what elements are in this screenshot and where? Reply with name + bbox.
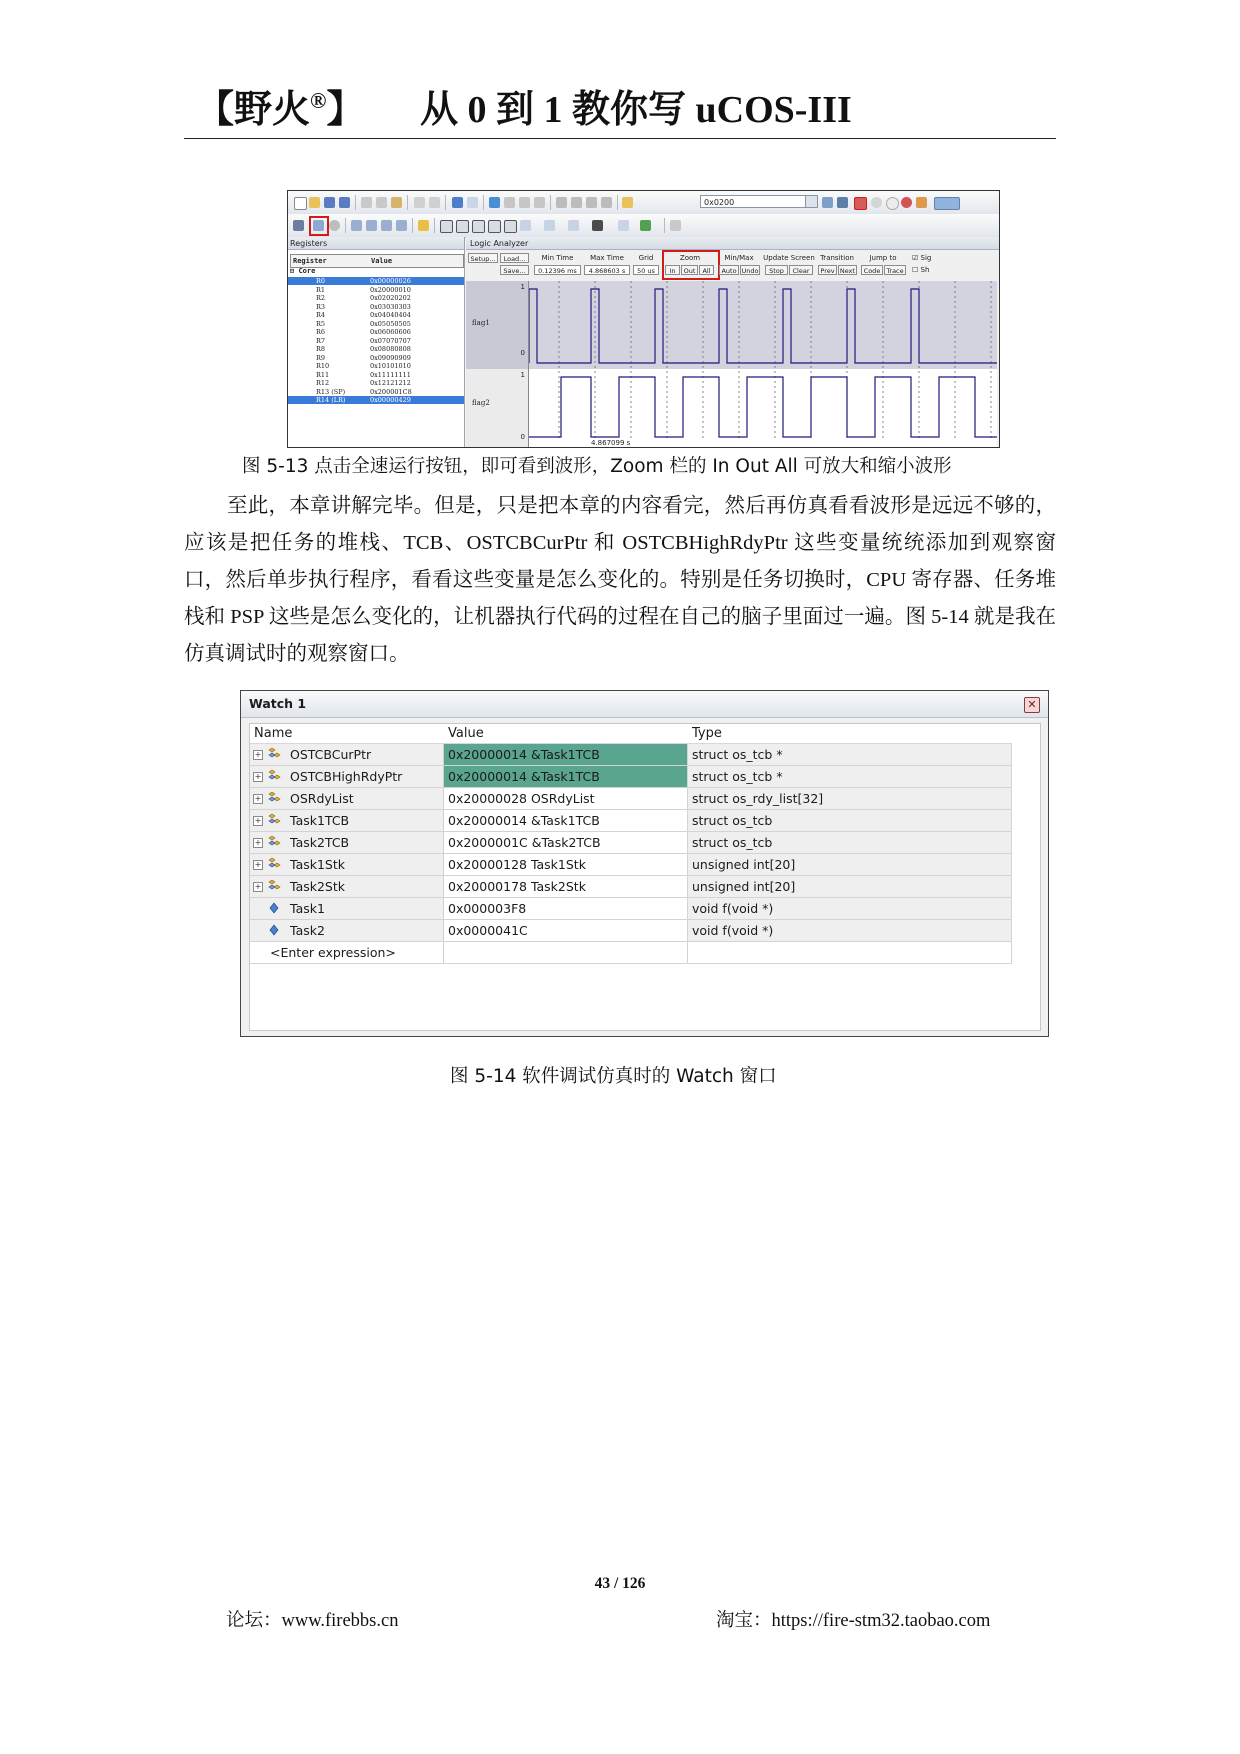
waveform-display[interactable] <box>529 281 997 447</box>
footer-shop-link[interactable]: 淘宝：https://fire-stm32.taobao.com <box>716 1611 991 1631</box>
register-row[interactable] <box>288 379 464 387</box>
header-brand <box>196 86 364 134</box>
flag2-signal-name: flag2 <box>472 399 490 407</box>
register-value: 0x20000010 <box>370 285 411 294</box>
max-time-value: 4.868603 s <box>584 265 630 275</box>
step-out-icon[interactable] <box>381 220 392 231</box>
register-value: 0x07070707 <box>370 336 411 345</box>
incremental-find-icon[interactable] <box>837 197 848 208</box>
register-value: 0x08080808 <box>370 345 411 353</box>
registered-mark: ® <box>310 88 327 113</box>
register-row[interactable] <box>288 337 464 345</box>
code-button[interactable]: Code <box>861 265 883 275</box>
toolbar-separator <box>483 195 484 210</box>
register-row[interactable] <box>288 328 464 336</box>
register-name: R12 <box>316 379 330 387</box>
watch-row[interactable] <box>250 920 1012 942</box>
struct-variable-icon <box>267 835 281 849</box>
watch-row[interactable] <box>250 854 1012 876</box>
watch-row[interactable] <box>250 766 1012 788</box>
expand-icon[interactable]: + <box>254 860 262 869</box>
type-column-header[interactable]: Type <box>688 724 1012 744</box>
flag1-waveform <box>529 289 997 363</box>
breakpoint-icon[interactable] <box>871 197 882 208</box>
bookmark-icon[interactable] <box>489 197 500 208</box>
bookmark-clear-icon[interactable] <box>534 197 545 208</box>
step-into-icon[interactable] <box>351 220 362 231</box>
settings-icon[interactable] <box>916 197 927 208</box>
expand-icon[interactable]: + <box>254 816 262 825</box>
expand-icon[interactable]: + <box>254 750 262 759</box>
name-column-header[interactable]: Name <box>250 724 444 744</box>
function-variable-icon <box>267 901 281 915</box>
breakpoint-disable-icon[interactable] <box>886 197 899 210</box>
watch-type-cell: void f(void *) <box>688 920 1012 942</box>
watch-value-cell[interactable]: 0x20000014 &Task1TCB <box>444 766 688 788</box>
watch-row[interactable] <box>250 788 1012 810</box>
debug-session-icon[interactable] <box>854 197 867 210</box>
watch-type-cell: unsigned int[20] <box>688 876 1012 898</box>
register-row[interactable] <box>288 345 464 353</box>
register-name: R4 <box>316 311 326 319</box>
command-window-icon[interactable] <box>440 220 453 233</box>
undo-button[interactable]: Undo <box>741 267 759 275</box>
flag1-low-tick: 0 <box>520 349 525 357</box>
chevron-down-icon[interactable] <box>805 196 817 207</box>
min-time-label: Min Time <box>541 254 574 262</box>
find-icon[interactable] <box>822 197 833 208</box>
watch-grid <box>249 723 1041 1031</box>
zoom-all-button[interactable]: All <box>699 265 714 275</box>
trace-button[interactable]: Trace <box>884 265 906 275</box>
zoom-highlight <box>662 250 720 280</box>
footer-forum-link[interactable]: 论坛：www.firebbs.cn <box>226 1611 399 1631</box>
register-value: 0x05050505 <box>370 319 411 328</box>
watch-name-cell[interactable] <box>250 810 444 832</box>
struct-variable-icon <box>267 813 281 827</box>
flag1-high-tick: 1 <box>520 283 525 291</box>
flag2-low-tick: 0 <box>520 433 525 441</box>
register-row[interactable] <box>288 354 464 362</box>
toolbar-separator <box>434 218 435 233</box>
watch-type-cell: struct os_tcb <box>688 832 1012 854</box>
watch-title-bar <box>241 691 1048 718</box>
register-row[interactable] <box>288 311 464 319</box>
watch-variable-name: Task2 <box>290 923 325 938</box>
toolbar-separator <box>345 218 346 233</box>
register-value: 0x03030303 <box>370 302 411 311</box>
watch-name-cell[interactable] <box>250 788 444 810</box>
register-name: R2 <box>316 294 326 302</box>
watch-name-cell[interactable] <box>250 766 444 788</box>
find-in-files-icon[interactable] <box>622 197 633 208</box>
watch-value-cell[interactable]: 0x20000178 Task2Stk <box>444 876 688 898</box>
watch-name-cell[interactable] <box>250 854 444 876</box>
expand-icon[interactable]: + <box>254 838 262 847</box>
page-number: 43 / 126 <box>594 1575 646 1592</box>
core-group-label: Core <box>298 267 316 275</box>
show-next-statement-icon[interactable] <box>418 220 429 231</box>
flag2-high-tick: 1 <box>520 371 525 379</box>
next-button[interactable]: Next <box>839 267 856 275</box>
watch-window-icon[interactable] <box>520 220 531 231</box>
collapse-icon[interactable]: ⊟ <box>290 267 299 275</box>
toolbox-icon[interactable] <box>670 220 681 231</box>
zoom-in-button[interactable]: In <box>665 265 680 275</box>
undo-icon[interactable] <box>414 197 425 208</box>
clear-button[interactable]: Clear <box>789 265 813 275</box>
register-row[interactable] <box>288 286 464 294</box>
new-file-icon[interactable] <box>294 197 307 210</box>
register-value: 0x11111111 <box>370 370 411 379</box>
uncomment-icon[interactable] <box>601 197 612 208</box>
watch-row[interactable] <box>250 832 1012 854</box>
logic-analyzer-title: Logic Analyzer <box>466 237 999 250</box>
toolbar-separator <box>355 195 356 210</box>
save-button[interactable]: Save... <box>500 265 529 275</box>
function-variable-icon <box>267 923 281 937</box>
disassembly-window-icon[interactable] <box>456 220 469 233</box>
struct-variable-icon <box>267 791 281 805</box>
debug-toolbar <box>288 214 999 238</box>
register-row[interactable] <box>288 303 464 311</box>
register-row[interactable] <box>288 277 464 285</box>
register-column-header: Register <box>293 257 327 265</box>
expand-icon[interactable]: + <box>254 882 262 891</box>
min-time-value: 0.12396 ms <box>534 265 581 275</box>
register-row[interactable] <box>288 362 464 370</box>
brand-close: 】 <box>326 89 365 131</box>
prev-button[interactable]: Prev <box>818 265 837 275</box>
watch-type-cell: unsigned int[20] <box>688 854 1012 876</box>
watch-variable-name: Task1 <box>290 901 325 916</box>
run-button-highlight <box>309 216 329 236</box>
watch-row[interactable] <box>250 898 1012 920</box>
show-cycles-label: Sh <box>920 266 930 274</box>
watch-value-cell[interactable]: 0x20000014 &Task1TCB <box>444 744 688 766</box>
watch-type-cell: struct os_rdy_list[32] <box>688 788 1012 810</box>
brand-text: 【野火 <box>196 89 311 131</box>
register-value: 0x00000026 <box>370 277 411 285</box>
call-stack-window-icon[interactable] <box>504 220 517 233</box>
load-button[interactable]: Load... <box>500 253 529 263</box>
register-row[interactable] <box>288 294 464 302</box>
watch-value-cell[interactable]: 0x20000128 Task1Stk <box>444 854 688 876</box>
watch-value-cell[interactable]: 0x20000028 OSRdyList <box>444 788 688 810</box>
register-name: R9 <box>316 353 326 362</box>
system-viewer-icon[interactable] <box>640 220 651 231</box>
register-value: 0x200001C8 <box>370 387 412 396</box>
register-name: R7 <box>316 336 326 345</box>
page-header <box>184 86 1056 139</box>
stop-button[interactable]: Stop <box>765 265 788 275</box>
watch-variable-name: OSTCBCurPtr <box>290 747 372 762</box>
watch-name-cell[interactable] <box>250 744 444 766</box>
toolbar-separator <box>550 195 551 210</box>
toolbar-separator <box>412 218 413 233</box>
redo-icon[interactable] <box>429 197 440 208</box>
register-name: R6 <box>316 328 326 336</box>
value-column-header[interactable]: Value <box>444 724 688 744</box>
registers-header <box>290 254 464 268</box>
watch-variable-name: Task2Stk <box>290 879 346 894</box>
register-name: R13 (SP) <box>316 387 346 396</box>
stop-icon[interactable] <box>329 220 340 231</box>
register-name: R10 <box>316 362 330 370</box>
register-row[interactable] <box>288 396 464 404</box>
open-folder-icon[interactable] <box>309 197 320 208</box>
main-toolbar <box>288 191 999 215</box>
flag2-signal-label-area <box>466 369 529 447</box>
struct-variable-icon <box>267 769 281 783</box>
trace-window-icon[interactable] <box>618 220 629 231</box>
address-combo[interactable]: 0x0200 <box>700 195 818 208</box>
expand-icon[interactable]: + <box>254 772 262 781</box>
zoom-label: Zoom <box>679 254 701 262</box>
struct-variable-icon <box>267 879 281 893</box>
transition-label: Transition <box>820 254 854 262</box>
indent-icon[interactable] <box>556 197 567 208</box>
register-name: R14 (LR) <box>316 396 346 404</box>
watch-window <box>240 690 1049 1037</box>
register-value: 0x12121212 <box>370 379 411 387</box>
toolbar-separator <box>664 218 665 233</box>
watch-variable-name: Task1TCB <box>290 813 350 828</box>
watch-type-cell: struct os_tcb <box>688 810 1012 832</box>
register-row[interactable] <box>288 371 464 379</box>
watch-value-cell[interactable]: 0x20000014 &Task1TCB <box>444 810 688 832</box>
toolbar-separator <box>407 195 408 210</box>
watch-variable-name: <Enter expression> <box>270 945 396 960</box>
watch-variable-name: Task2TCB <box>290 835 350 850</box>
setup-button[interactable]: Setup... <box>468 253 498 263</box>
body-paragraph: 至此，本章讲解完毕。但是，只是把本章的内容看完，然后再仿真看看波形是远远不够的，应该是把任务的堆栈、TCB、OSTCBCurPtr 和 OSTCBHighRdyPtr 这些变量统统添加到观察窗口，然后单步执行程序，看看这些变量是怎么变化的。特别是任务切换时，CPU 寄存器、任务堆栈和 PSP 这些是怎么变化的，让机器执行代码的过程在自己的脑子里面过一遍。图 5-14 就是我在仿真调试时的观察窗口。 <box>184 495 1056 665</box>
register-value: 0x06060606 <box>370 328 411 336</box>
register-name: R5 <box>316 319 326 328</box>
watch-name-cell[interactable] <box>250 832 444 854</box>
analysis-window-icon[interactable] <box>592 220 603 231</box>
max-time-label: Max Time <box>590 254 624 262</box>
watch-variable-name: OSTCBHighRdyPtr <box>290 769 403 784</box>
jump-to-label: Jump to <box>869 254 897 262</box>
comment-icon[interactable] <box>586 197 597 208</box>
registers-pane <box>288 237 465 447</box>
registers-pane-title: Registers <box>288 237 464 250</box>
grid-label: Grid <box>638 254 654 262</box>
watch-variable-name: OSRdyList <box>290 791 354 806</box>
watch-name-cell[interactable] <box>250 898 444 920</box>
toolbar-separator <box>445 195 446 210</box>
watch-row[interactable] <box>250 876 1012 898</box>
watch-type-cell: struct os_tcb * <box>688 744 1012 766</box>
watch-type-cell: struct os_tcb * <box>688 766 1012 788</box>
serial-window-icon[interactable] <box>568 220 579 231</box>
watch-value-cell[interactable]: 0x000003F8 <box>444 898 688 920</box>
register-value: 0x09090909 <box>370 353 411 362</box>
paste-icon[interactable] <box>391 197 402 208</box>
watch-row[interactable] <box>250 810 1012 832</box>
core-group[interactable] <box>290 267 315 275</box>
update-screen-label: Update Screen <box>763 254 815 262</box>
register-value: 0x10101010 <box>370 362 411 370</box>
watch-name-cell[interactable] <box>250 876 444 898</box>
auto-button[interactable]: Auto <box>719 265 739 275</box>
signal-info-checkbox[interactable]: ☑ Sig <box>912 254 932 262</box>
watch-name-cell[interactable] <box>250 920 444 942</box>
bookmark-next-icon[interactable] <box>519 197 530 208</box>
logic-analyzer-pane <box>466 237 999 447</box>
register-name: R0 <box>316 277 326 285</box>
cut-icon[interactable] <box>361 197 372 208</box>
register-name: R1 <box>316 285 326 294</box>
flag1-signal-name: flag1 <box>472 319 490 327</box>
register-row[interactable] <box>288 388 464 396</box>
watch-type-cell <box>688 942 1012 964</box>
register-value: 0x02020202 <box>370 294 411 302</box>
register-row[interactable] <box>288 320 464 328</box>
watch-variable-name: Task1Stk <box>290 857 346 872</box>
book-title: 从 0 到 1 教你写 uCOS-III <box>420 89 852 131</box>
breakpoint-kill-icon[interactable] <box>901 197 912 208</box>
zoom-out-button[interactable]: Out <box>681 265 698 275</box>
run-to-cursor-icon[interactable] <box>396 220 407 231</box>
memory-window-icon[interactable] <box>544 220 555 231</box>
expand-icon[interactable]: + <box>254 794 262 803</box>
ide-screenshot <box>287 190 1000 448</box>
watch-name-cell[interactable] <box>250 942 444 964</box>
value-column-header: Value <box>371 257 393 265</box>
watch-value-cell[interactable]: 0x0000041C <box>444 920 688 942</box>
register-value: 0x00000429 <box>370 396 411 404</box>
register-name: R3 <box>316 302 326 311</box>
save-all-icon[interactable] <box>339 197 350 208</box>
struct-variable-icon <box>267 747 281 761</box>
figure-5-13-caption: 图 5-13 点击全速运行按钮，即可看到波形，Zoom 栏的 In Out All 可放大和缩小波形 <box>242 456 952 477</box>
watch-row[interactable] <box>250 942 1012 964</box>
register-name: R8 <box>316 345 326 353</box>
unindent-icon[interactable] <box>571 197 582 208</box>
navigate-forward-icon[interactable] <box>467 197 478 208</box>
time-readout: 4.867099 s <box>591 439 631 447</box>
show-cycles-checkbox[interactable]: ☐ Sh <box>912 266 930 274</box>
toolbar-separator <box>617 195 618 210</box>
register-name: R11 <box>316 370 330 379</box>
registers-window-icon[interactable] <box>488 220 501 233</box>
close-icon[interactable]: ✕ <box>1024 697 1040 713</box>
watch-value-cell[interactable]: 0x2000001C &Task2TCB <box>444 832 688 854</box>
register-value: 0x04040404 <box>370 311 411 319</box>
step-over-icon[interactable] <box>366 220 377 231</box>
watch-window-title: Watch 1 <box>249 696 307 711</box>
save-icon[interactable] <box>324 197 335 208</box>
navigate-back-icon[interactable] <box>452 197 463 208</box>
signal-info-label: Sig <box>920 254 932 262</box>
struct-variable-icon <box>267 857 281 871</box>
window-layout-icon[interactable] <box>934 197 960 210</box>
copy-icon[interactable] <box>376 197 387 208</box>
grid-value: 50 us <box>633 265 659 275</box>
watch-type-cell: void f(void *) <box>688 898 1012 920</box>
bookmark-prev-icon[interactable] <box>504 197 515 208</box>
symbols-window-icon[interactable] <box>472 220 485 233</box>
watch-row[interactable] <box>250 744 1012 766</box>
figure-5-14-caption: 图 5-14 软件调试仿真时的 Watch 窗口 <box>450 1066 777 1087</box>
watch-value-cell[interactable] <box>444 942 688 964</box>
flag1-signal-label-area <box>466 281 529 369</box>
minmax-label: Min/Max <box>724 254 754 262</box>
reset-icon[interactable] <box>293 220 304 231</box>
